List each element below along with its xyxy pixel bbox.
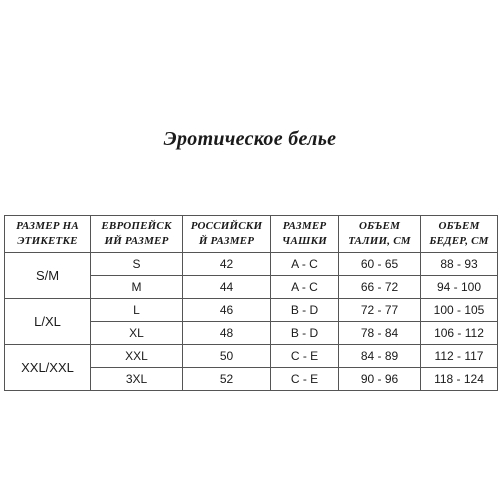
waist-cell: 72 - 77 (339, 299, 421, 322)
header-text: ОБЪЕМ (438, 220, 480, 232)
header-text: РАЗМЕР (282, 220, 327, 232)
eu-size-cell: XL (91, 322, 183, 345)
waist-cell: 78 - 84 (339, 322, 421, 345)
eu-size-cell: M (91, 276, 183, 299)
label-size-cell: L/XL (5, 299, 91, 345)
eu-size-cell: 3XL (91, 368, 183, 391)
header-text: БЕДЕР, СМ (429, 235, 489, 247)
hips-cell: 112 - 117 (421, 345, 498, 368)
table-header-row (5, 216, 498, 253)
waist-cell: 60 - 65 (339, 253, 421, 276)
label-size-cell: S/M (5, 253, 91, 299)
header-eu-size (91, 216, 183, 253)
hips-cell: 106 - 112 (421, 322, 498, 345)
header-hips (421, 216, 498, 253)
ru-size-cell: 46 (183, 299, 271, 322)
table-row (5, 345, 498, 368)
hips-cell: 100 - 105 (421, 299, 498, 322)
ru-size-cell: 48 (183, 322, 271, 345)
waist-cell: 84 - 89 (339, 345, 421, 368)
header-text: ЕВРОПЕЙСК (101, 220, 172, 232)
label-size-cell: XXL/XXL (5, 345, 91, 391)
page-title: Эротическое белье (163, 128, 337, 150)
hips-cell: 118 - 124 (421, 368, 498, 391)
header-text: ЧАШКИ (282, 235, 327, 247)
header-cup-size (271, 216, 339, 253)
waist-cell: 90 - 96 (339, 368, 421, 391)
header-text: ОБЪЕМ (358, 220, 401, 232)
size-chart-table (4, 215, 498, 391)
table-row (5, 253, 498, 276)
cup-size-cell: A - C (271, 253, 339, 276)
header-ru-size (183, 216, 271, 253)
hips-cell: 88 - 93 (421, 253, 498, 276)
cup-size-cell: A - C (271, 276, 339, 299)
header-label-size (5, 216, 91, 253)
ru-size-cell: 44 (183, 276, 271, 299)
cup-size-cell: B - D (271, 322, 339, 345)
eu-size-cell: XXL (91, 345, 183, 368)
table-row (5, 299, 498, 322)
cup-size-cell: C - E (271, 345, 339, 368)
header-text: Й РАЗМЕР (198, 235, 255, 247)
ru-size-cell: 42 (183, 253, 271, 276)
header-text: РАЗМЕР НА (16, 220, 79, 232)
header-text: ЭТИКЕТКЕ (17, 235, 78, 247)
hips-cell: 94 - 100 (421, 276, 498, 299)
eu-size-cell: L (91, 299, 183, 322)
header-text: ИЙ РАЗМЕР (104, 235, 169, 247)
ru-size-cell: 52 (183, 368, 271, 391)
eu-size-cell: S (91, 253, 183, 276)
ru-size-cell: 50 (183, 345, 271, 368)
waist-cell: 66 - 72 (339, 276, 421, 299)
cup-size-cell: C - E (271, 368, 339, 391)
header-text: ТАЛИИ, СМ (348, 235, 411, 247)
header-text: РОССИЙСКИ (190, 220, 263, 232)
header-waist (339, 216, 421, 253)
cup-size-cell: B - D (271, 299, 339, 322)
